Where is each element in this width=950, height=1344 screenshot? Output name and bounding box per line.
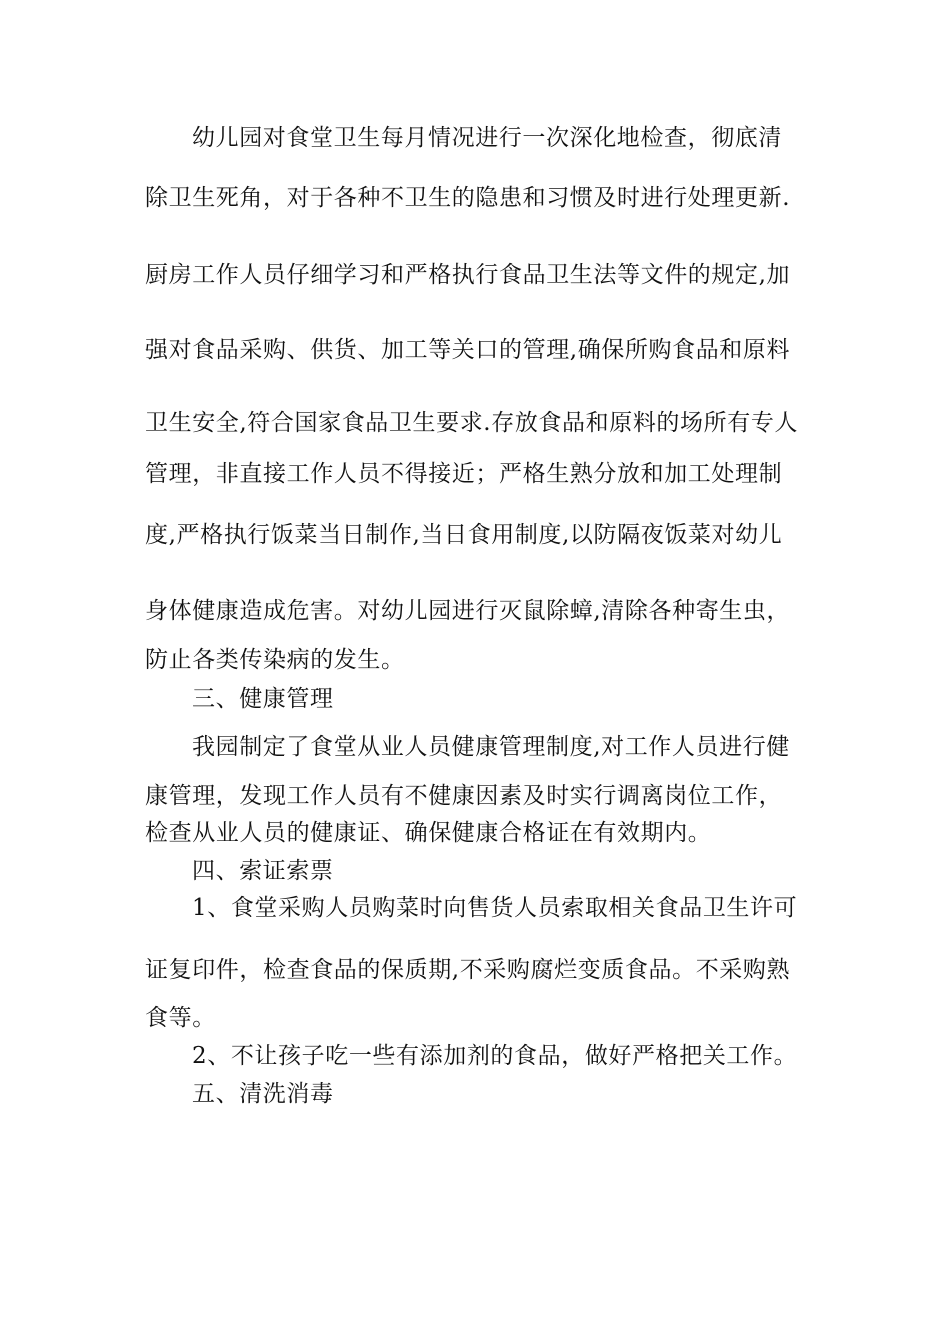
paragraph-line: 防止各类传染病的发生。 [145, 647, 405, 673]
paragraph-line: 证复印件，检查食品的保质期,不采购腐烂变质食品。不采购熟 [145, 957, 791, 983]
section-heading: 三、健康管理 [192, 686, 334, 712]
paragraph-line: 厨房工作人员仔细学习和严格执行食品卫生法等文件的规定,加 [145, 262, 791, 288]
paragraph-line: 卫生安全,符合国家食品卫生要求.存放食品和原料的场所有专人 [145, 410, 799, 436]
paragraph-line: 我园制定了食堂从业人员健康管理制度,对工作人员进行健 [192, 734, 790, 760]
paragraph-line: 康管理，发现工作人员有不健康因素及时实行调离岗位工作， [145, 783, 783, 809]
paragraph-line: 幼儿园对食堂卫生每月情况进行一次深化地检查，彻底清 [192, 125, 782, 151]
paragraph-line: 2、不让孩子吃一些有添加剂的食品，做好严格把关工作。 [192, 1043, 798, 1069]
paragraph-line: 除卫生死角，对于各种不卫生的隐患和习惯及时进行处理更新. [145, 185, 791, 211]
paragraph-line: 检查从业人员的健康证、确保健康合格证在有效期内。 [145, 820, 712, 846]
paragraph-line: 食等。 [145, 1005, 216, 1031]
section-heading: 四、索证索票 [192, 858, 334, 884]
paragraph-line: 管理，非直接工作人员不得接近；严格生熟分放和加工处理制 [145, 461, 783, 487]
paragraph-line: 身体健康造成危害。对幼儿园进行灭鼠除蟑,清除各种寄生虫， [145, 598, 791, 624]
paragraph-line: 强对食品采购、供货、加工等关口的管理,确保所购食品和原料 [145, 337, 791, 363]
section-heading: 五、清洗消毒 [192, 1081, 334, 1107]
paragraph-line: 1、食堂采购人员购菜时向售货人员索取相关食品卫生许可 [192, 895, 798, 921]
paragraph-line: 度,严格执行饭菜当日制作,当日食用制度,以防隔夜饭菜对幼儿 [145, 522, 783, 548]
